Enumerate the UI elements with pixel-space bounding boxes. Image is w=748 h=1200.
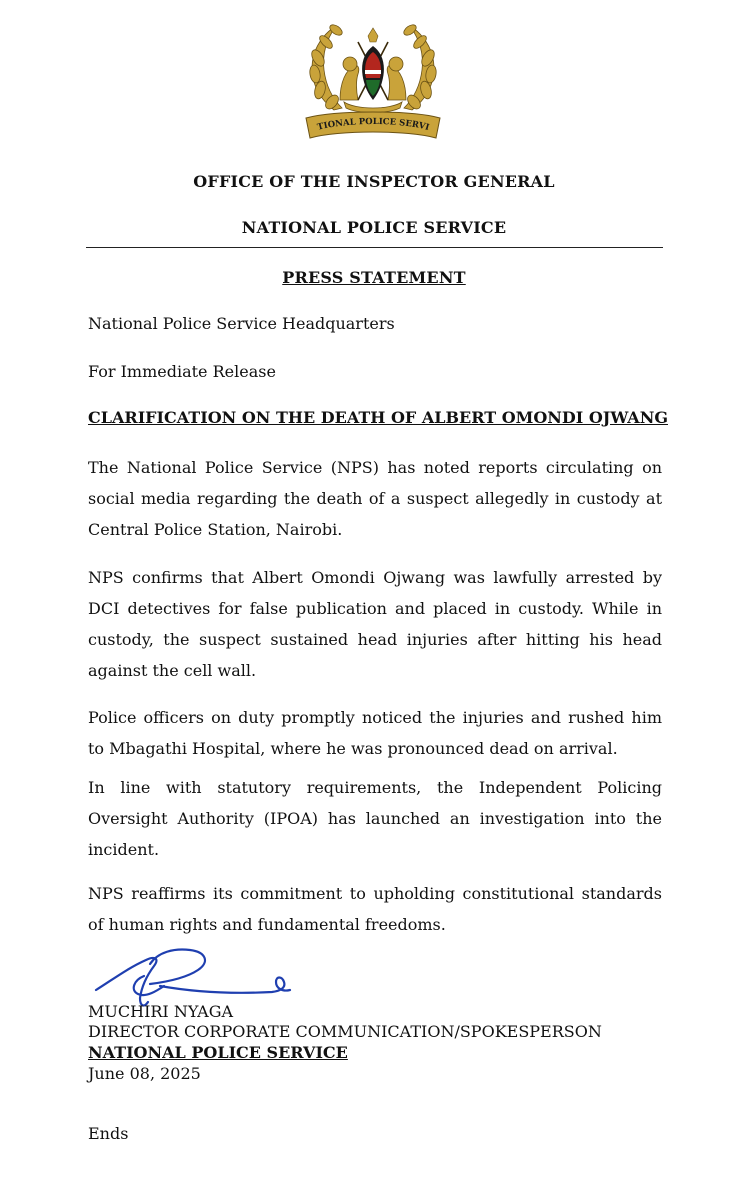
ends-marker: Ends <box>88 1124 129 1143</box>
signatory-name: MUCHIRI NYAGA <box>88 1002 234 1021</box>
headquarters-line: National Police Service Headquarters <box>88 314 395 333</box>
statement-date: June 08, 2025 <box>88 1064 201 1083</box>
logo-ribbon-text: TIONAL POLICE SERVI <box>316 116 431 134</box>
paragraph-1: The National Police Service (NPS) has noted reports circulating on social media regarding the death of a suspect allegedly in custody at Central Police Station, Nairobi. <box>88 458 662 539</box>
paragraph-3: Police officers on duty promptly noticed the injuries and rushed him to Mbagathi Hospital, where he was pronounced dead on arrival. <box>88 708 662 758</box>
release-line: For Immediate Release <box>88 362 276 381</box>
service-heading: NATIONAL POLICE SERVICE <box>241 218 507 237</box>
signatory-organisation: NATIONAL POLICE SERVICE <box>88 1043 348 1062</box>
paragraph-4: In line with statutory requirements, the Independent Policing Oversight Authority (IPOA) has launched an investigation into the incident. <box>88 778 662 859</box>
paragraph-5: NPS reaffirms its commitment to upholding constitutional standards of human rights and fundamental freedoms. <box>88 884 662 934</box>
header-divider <box>86 247 663 248</box>
office-heading: OFFICE OF THE INSPECTOR GENERAL <box>193 172 555 191</box>
statement-title: CLARIFICATION ON THE DEATH OF ALBERT OMONDI OJWANG <box>88 408 668 427</box>
press-statement-heading: PRESS STATEMENT <box>282 268 466 287</box>
police-emblem-icon <box>296 18 450 146</box>
signatory-role: DIRECTOR CORPORATE COMMUNICATION/SPOKESPERSON <box>88 1022 602 1041</box>
police-emblem-logo <box>296 18 450 146</box>
paragraph-2: NPS confirms that Albert Omondi Ojwang was lawfully arrested by DCI detectives for false publication and placed in custody. While in custody, the suspect sustained head injuries after hitting his head against the cell wall. <box>88 568 662 680</box>
